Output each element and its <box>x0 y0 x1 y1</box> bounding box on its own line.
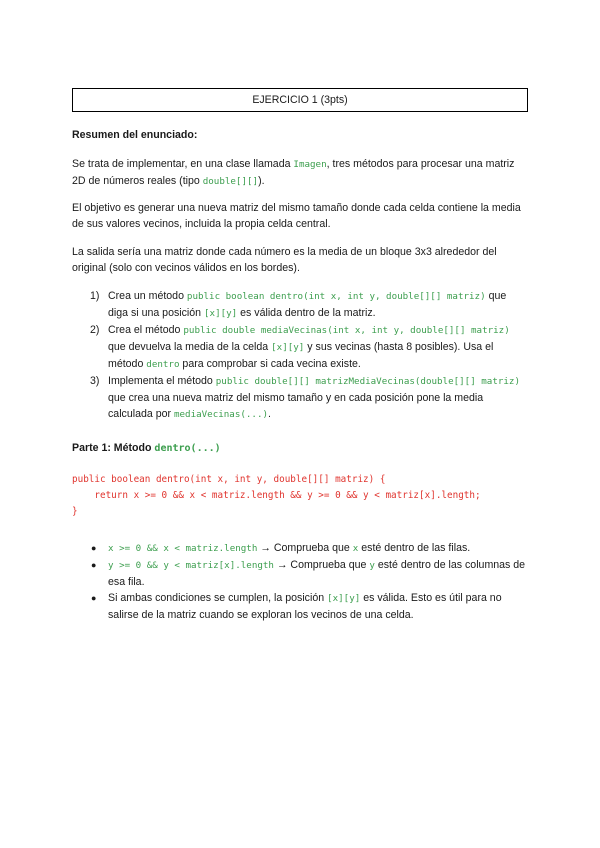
summary-heading: Resumen del enunciado: <box>72 129 198 141</box>
intro-paragraph <box>72 156 528 190</box>
intro-code-type: double[][] <box>202 176 259 187</box>
task-text: que devuelva la media de la celda <box>108 341 272 353</box>
bullet-text: → Comprueba que <box>273 559 370 571</box>
explanation-list <box>72 540 528 623</box>
code-block <box>72 472 528 520</box>
bullet-icon: ● <box>91 560 97 570</box>
task-code: public double[][] matrizMediaVecinas(double[][] matriz) <box>215 376 520 387</box>
part1-label: Parte 1: Método <box>72 442 155 454</box>
code-line: return x >= 0 && x < matriz.length && y >= 0 && y < matriz[x].length; <box>72 490 481 501</box>
task-list <box>72 288 528 423</box>
bullet-icon: ● <box>91 543 97 553</box>
explanation-item <box>72 557 528 590</box>
task-item <box>72 288 528 322</box>
bullet-icon: ● <box>91 593 97 603</box>
task-text: es válida dentro de la matriz. <box>237 307 376 319</box>
exercise-title: EJERCICIO 1 (3pts) <box>72 88 528 112</box>
task-code: [x][y] <box>271 342 305 353</box>
task-number: 1) <box>90 290 100 302</box>
task-number: 3) <box>90 375 100 387</box>
explanation-item <box>72 590 528 623</box>
task-text: . <box>268 408 271 420</box>
bullet-text: es válida. Esto es útil para no salirse de la matriz cuando se exploran los vecinos de una celda. <box>108 592 502 621</box>
bullet-code: [x][y] <box>327 593 361 604</box>
intro-text-1: Se trata de implementar, en una clase llamada <box>72 158 294 170</box>
bullet-text: esté dentro de las columnas de esa fila. <box>108 559 526 588</box>
task-text: que crea una nueva matriz del mismo tamaño y en cada posición pone la media calculada por <box>108 392 484 420</box>
task-code: [x][y] <box>204 308 238 319</box>
bullet-code: y <box>369 560 375 571</box>
bullet-code: x >= 0 && x < matriz.length <box>108 543 258 554</box>
task-text: Implementa el método <box>108 375 216 387</box>
objective-paragraph: El objetivo es generar una nueva matriz del mismo tamaño donde cada celda contiene la media de sus valores vecinos, incluida la propia celda central. <box>72 202 521 230</box>
bullet-code: y >= 0 && y < matriz[x].length <box>108 560 274 571</box>
bullet-text: esté dentro de las filas. <box>358 542 471 554</box>
code-line: public boolean dentro(int x, int y, double[][] matriz) { <box>72 474 386 485</box>
code-line: } <box>72 506 78 517</box>
intro-text-2: , tres métodos para procesar una matriz 2D de números reales (tipo <box>72 158 515 187</box>
task-text: que diga si una posición <box>108 290 507 319</box>
intro-text-3: ). <box>258 175 265 187</box>
task-text: y sus vecinas (hasta 8 posibles). Usa el método <box>108 341 494 370</box>
task-text: Crea el método <box>108 324 184 336</box>
task-code: dentro <box>146 359 180 370</box>
explanation-item <box>72 540 528 557</box>
task-code: public double mediaVecinas(int x, int y, double[][] matriz) <box>183 325 510 336</box>
part1-code: dentro(...) <box>154 443 221 454</box>
output-paragraph: La salida sería una matriz donde cada número es la media de un bloque 3x3 alrededor del original (solo con vecinos válidos en los bordes). <box>72 246 497 274</box>
bullet-text: Si ambas condiciones se cumplen, la posición <box>108 592 328 604</box>
task-code: public boolean dentro(int x, int y, double[][] matriz) <box>186 291 486 302</box>
part1-heading <box>72 440 528 457</box>
task-item <box>72 373 528 423</box>
task-item <box>72 322 528 373</box>
intro-code-class: Imagen <box>293 159 327 170</box>
task-text: para comprobar si cada vecina existe. <box>179 358 361 370</box>
task-code: mediaVecinas(...) <box>173 409 269 420</box>
task-text: Crea un método <box>108 290 187 302</box>
task-number: 2) <box>90 324 100 336</box>
bullet-code: x <box>352 543 359 554</box>
bullet-text: → Comprueba que <box>257 542 353 554</box>
